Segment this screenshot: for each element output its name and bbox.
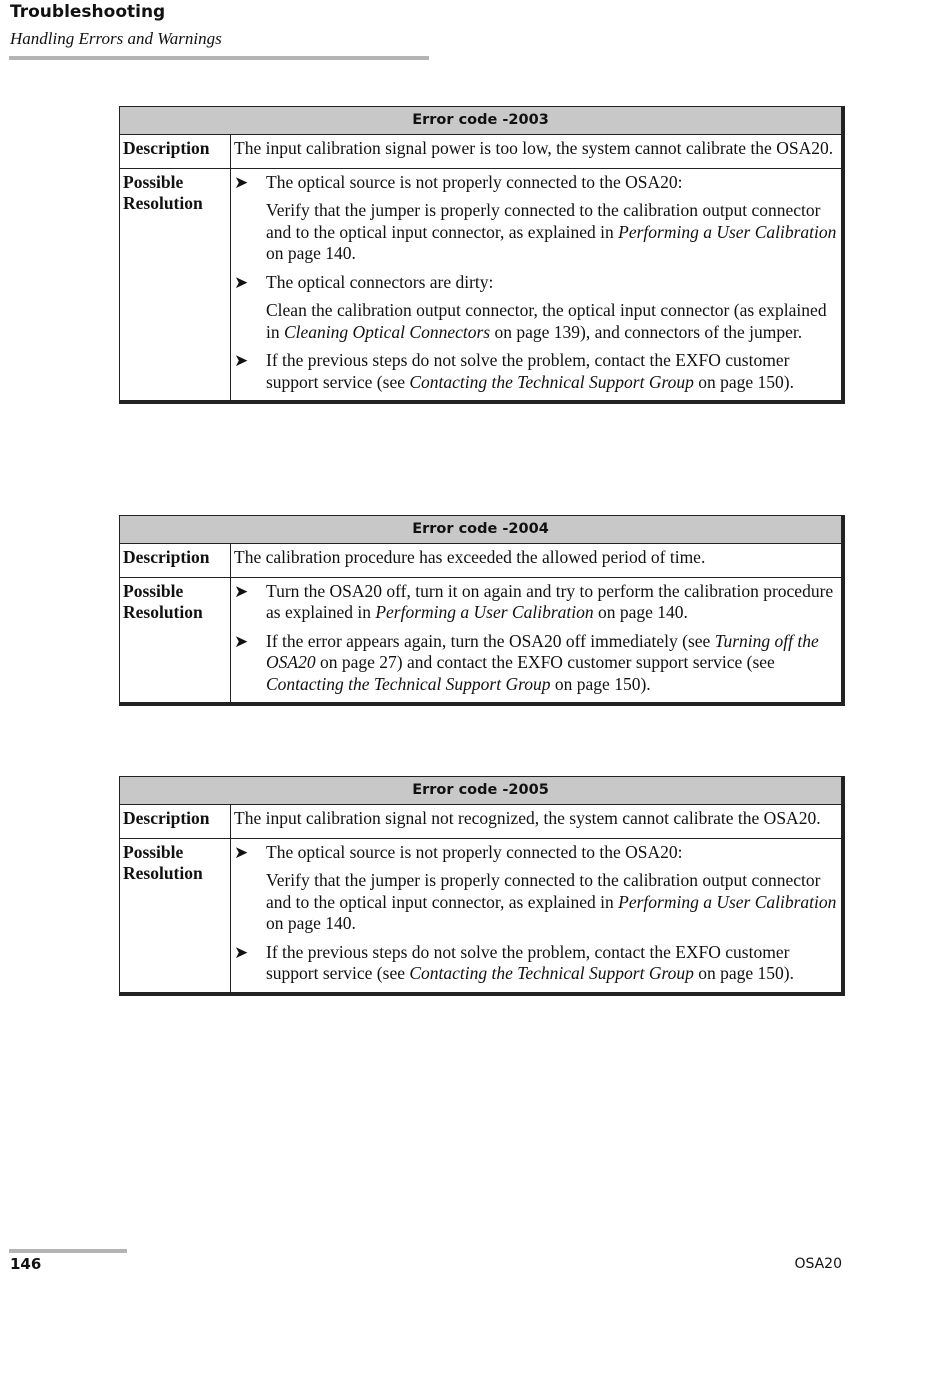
resolution-item — [234, 631, 837, 696]
error-code-title: Error code -2005 — [120, 777, 844, 805]
description-label: Description — [120, 135, 231, 169]
resolution-item — [234, 172, 837, 265]
error-header-row — [120, 516, 844, 544]
product-name: OSA20 — [794, 1256, 842, 1272]
text-segment: on page 150). — [550, 673, 651, 694]
resolution-item-body — [266, 631, 837, 696]
cross-reference: Contacting the Technical Support Group — [409, 371, 694, 392]
arrowhead-bullet-icon: ➤ — [234, 581, 249, 601]
arrowhead-bullet-icon: ➤ — [234, 942, 249, 962]
resolution-item — [234, 272, 837, 344]
resolution-detail — [266, 870, 837, 935]
arrowhead-bullet-icon: ➤ — [234, 631, 249, 651]
resolution-item-body — [266, 581, 837, 624]
error-table — [119, 776, 845, 996]
text-segment: on page 140. — [593, 602, 688, 622]
text-segment: If the previous steps do not solve the problem, contact the EXFO customer support service (see — [266, 350, 790, 392]
text-segment: Clean the calibration output connector, the optical input connector (as explained in — [266, 300, 827, 342]
resolution-item-body — [266, 842, 837, 935]
arrowhead-bullet-icon: ➤ — [234, 351, 249, 370]
resolution-label: Possible Resolution — [120, 168, 231, 402]
resolution-item — [234, 842, 837, 935]
text-segment: Verify that the jumper is properly connected to the calibration output connector and to the optical input connector, as explained in — [266, 870, 821, 912]
cross-reference: Contacting the Technical Support Group — [409, 963, 694, 983]
resolution-item-body — [266, 272, 837, 344]
cross-reference: Turning off the OSA20 — [266, 630, 819, 672]
description-text: The calibration procedure has exceeded the allowed period of time. — [231, 544, 844, 578]
resolution-row — [120, 168, 844, 402]
error-table — [119, 106, 845, 404]
text-segment: If the previous steps do not solve the problem, contact the EXFO customer support service (see — [266, 941, 790, 983]
error-code-title: Error code -2003 — [120, 107, 844, 135]
description-text: The input calibration signal power is too low, the system cannot calibrate the OSA20. — [231, 135, 844, 169]
text-segment: Turn the OSA20 off, turn it on again and try to perform the calibration procedure as explained in — [266, 580, 834, 622]
cross-reference: Contacting the Technical Support Group — [266, 673, 551, 694]
description-text: The input calibration signal not recognized, the system cannot calibrate the OSA20. — [231, 805, 844, 839]
text-segment: on page 150). — [693, 963, 795, 983]
resolution-item — [234, 350, 837, 393]
resolution-list — [231, 577, 844, 704]
resolution-row — [120, 577, 844, 704]
description-label: Description — [120, 544, 231, 578]
section-title: Troubleshooting — [10, 2, 166, 22]
resolution-detail — [266, 200, 837, 265]
description-row — [120, 135, 844, 169]
text-segment: If the error appears again, turn the OSA20 off immediately (see — [266, 630, 715, 651]
resolution-item-body — [266, 942, 837, 985]
resolution-item — [234, 942, 837, 985]
arrowhead-bullet-icon: ➤ — [234, 172, 249, 192]
resolution-step — [266, 942, 837, 985]
description-row — [120, 544, 844, 578]
text-segment: on page 140. — [266, 913, 356, 933]
resolution-step — [266, 350, 837, 393]
cross-reference: Performing a User Calibration — [618, 891, 837, 912]
arrowhead-bullet-icon: ➤ — [234, 272, 249, 292]
arrowhead-bullet-icon: ➤ — [234, 842, 249, 862]
cross-reference: Performing a User Calibration — [618, 221, 837, 242]
text-segment: on page 27) and contact the EXFO customer support service (see — [315, 652, 775, 672]
error-code-title: Error code -2004 — [120, 516, 844, 544]
text-segment: Verify that the jumper is properly connected to the calibration output connector and to the optical input connector, as explained in — [266, 200, 821, 242]
resolution-step: The optical connectors are dirty: — [266, 271, 494, 292]
text-segment: on page 139), and connectors of the jumper. — [490, 321, 803, 342]
resolution-item — [234, 581, 837, 624]
description-label: Description — [120, 805, 231, 839]
resolution-list — [231, 838, 844, 994]
resolution-label: Possible Resolution — [120, 577, 231, 704]
cross-reference: Cleaning Optical Connectors — [284, 321, 491, 342]
description-row — [120, 805, 844, 839]
section-subtitle: Handling Errors and Warnings — [10, 29, 222, 48]
error-table — [119, 515, 845, 706]
text-segment: on page 140. — [266, 243, 356, 263]
resolution-row — [120, 838, 844, 994]
header-divider — [9, 56, 429, 60]
text-segment: on page 150). — [693, 371, 795, 392]
page-number: 146 — [10, 1255, 42, 1273]
error-header-row — [120, 777, 844, 805]
resolution-item-body — [266, 172, 837, 265]
cross-reference: Performing a User Calibration — [375, 602, 594, 622]
resolution-list — [231, 168, 844, 402]
resolution-step — [266, 631, 837, 696]
resolution-label: Possible Resolution — [120, 838, 231, 994]
resolution-step: The optical source is not properly connected to the OSA20: — [266, 171, 683, 192]
error-header-row — [120, 107, 844, 135]
resolution-detail — [266, 300, 837, 343]
resolution-step — [266, 581, 837, 624]
resolution-step: The optical source is not properly connected to the OSA20: — [266, 841, 683, 862]
resolution-item-body — [266, 350, 837, 393]
footer-divider — [9, 1249, 127, 1253]
